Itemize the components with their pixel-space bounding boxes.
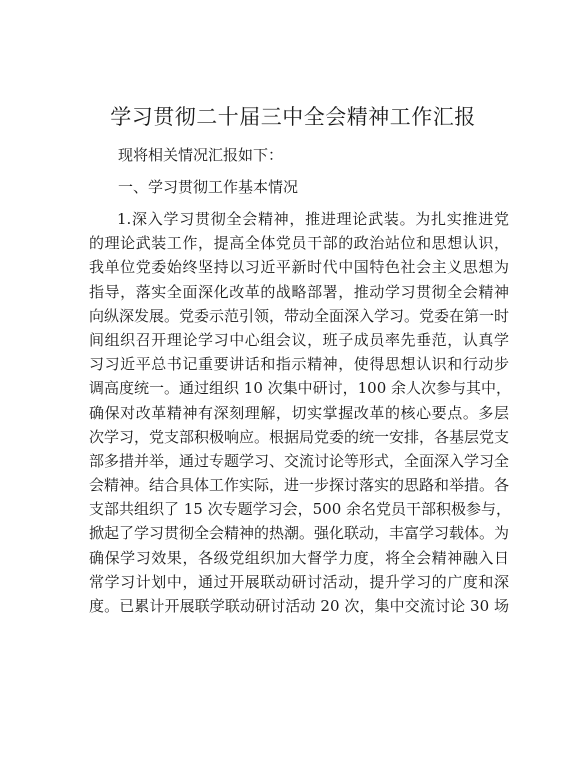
paragraph-line: 常学习计划中，通过开展联动研讨活动，提升学习的广度和深 [89, 572, 509, 591]
paragraph-line: 掀起了学习贯彻全会精神的热潮。强化联动，丰富学习载体。为 [89, 524, 510, 543]
paragraph-line: 确保对改革精神有深刻理解，切实掌握改革的核心要点。多层 [89, 403, 509, 422]
paragraph-line: 次学习，党支部积极响应。根据局党委的统一安排，各基层党支 [89, 427, 510, 446]
paragraph-line: 向纵深发展。党委示范引领，带动全面深入学习。党委在第一时 [89, 306, 510, 325]
document-title: 学习贯彻二十届三中全会精神工作汇报 [110, 105, 476, 129]
paragraph-line: 支部共组织了 15 次专题学习会，500 余名党员干部积极参与， [89, 500, 512, 519]
body-paragraph [89, 207, 512, 618]
paragraph-line: 部多措并举，通过专题学习、交流讨论等形式，全面深入学习全 [89, 451, 510, 470]
section-heading: 一、学习贯彻工作基本情况 [118, 178, 299, 196]
paragraph-line: 习习近平总书记重要讲话和指示精神，使得思想认识和行动步 [89, 355, 509, 374]
paragraph-line: 1.深入学习贯彻全会精神，推进理论武装。为扎实推进党 [117, 210, 509, 228]
paragraph-line: 间组织召开理论学习中心组会议，班子成员率先垂范，认真学 [89, 330, 509, 349]
intro-line: 现将相关情况汇报如下： [118, 146, 284, 164]
paragraph-line: 我单位党委始终坚持以习近平新时代中国特色社会主义思想为 [89, 258, 509, 277]
paragraph-line: 的理论武装工作，提高全体党员干部的政治站位和思想认识， [89, 234, 509, 253]
paragraph-line: 调高度统一。通过组织 10 次集中研讨，100 余人次参与其中， [89, 379, 512, 398]
paragraph-line: 确保学习效果，各级党组织加大督学力度，将全会精神融入日 [89, 548, 509, 567]
paragraph-line: 会精神。结合具体工作实际，进一步探讨落实的思路和举措。各 [89, 476, 510, 495]
paragraph-line: 指导，落实全面深化改革的战略部署，推动学习贯彻全会精神 [89, 282, 509, 301]
paragraph-line: 度。已累计开展联学联动研讨活动 20 次，集中交流讨论 30 场 [89, 597, 509, 615]
